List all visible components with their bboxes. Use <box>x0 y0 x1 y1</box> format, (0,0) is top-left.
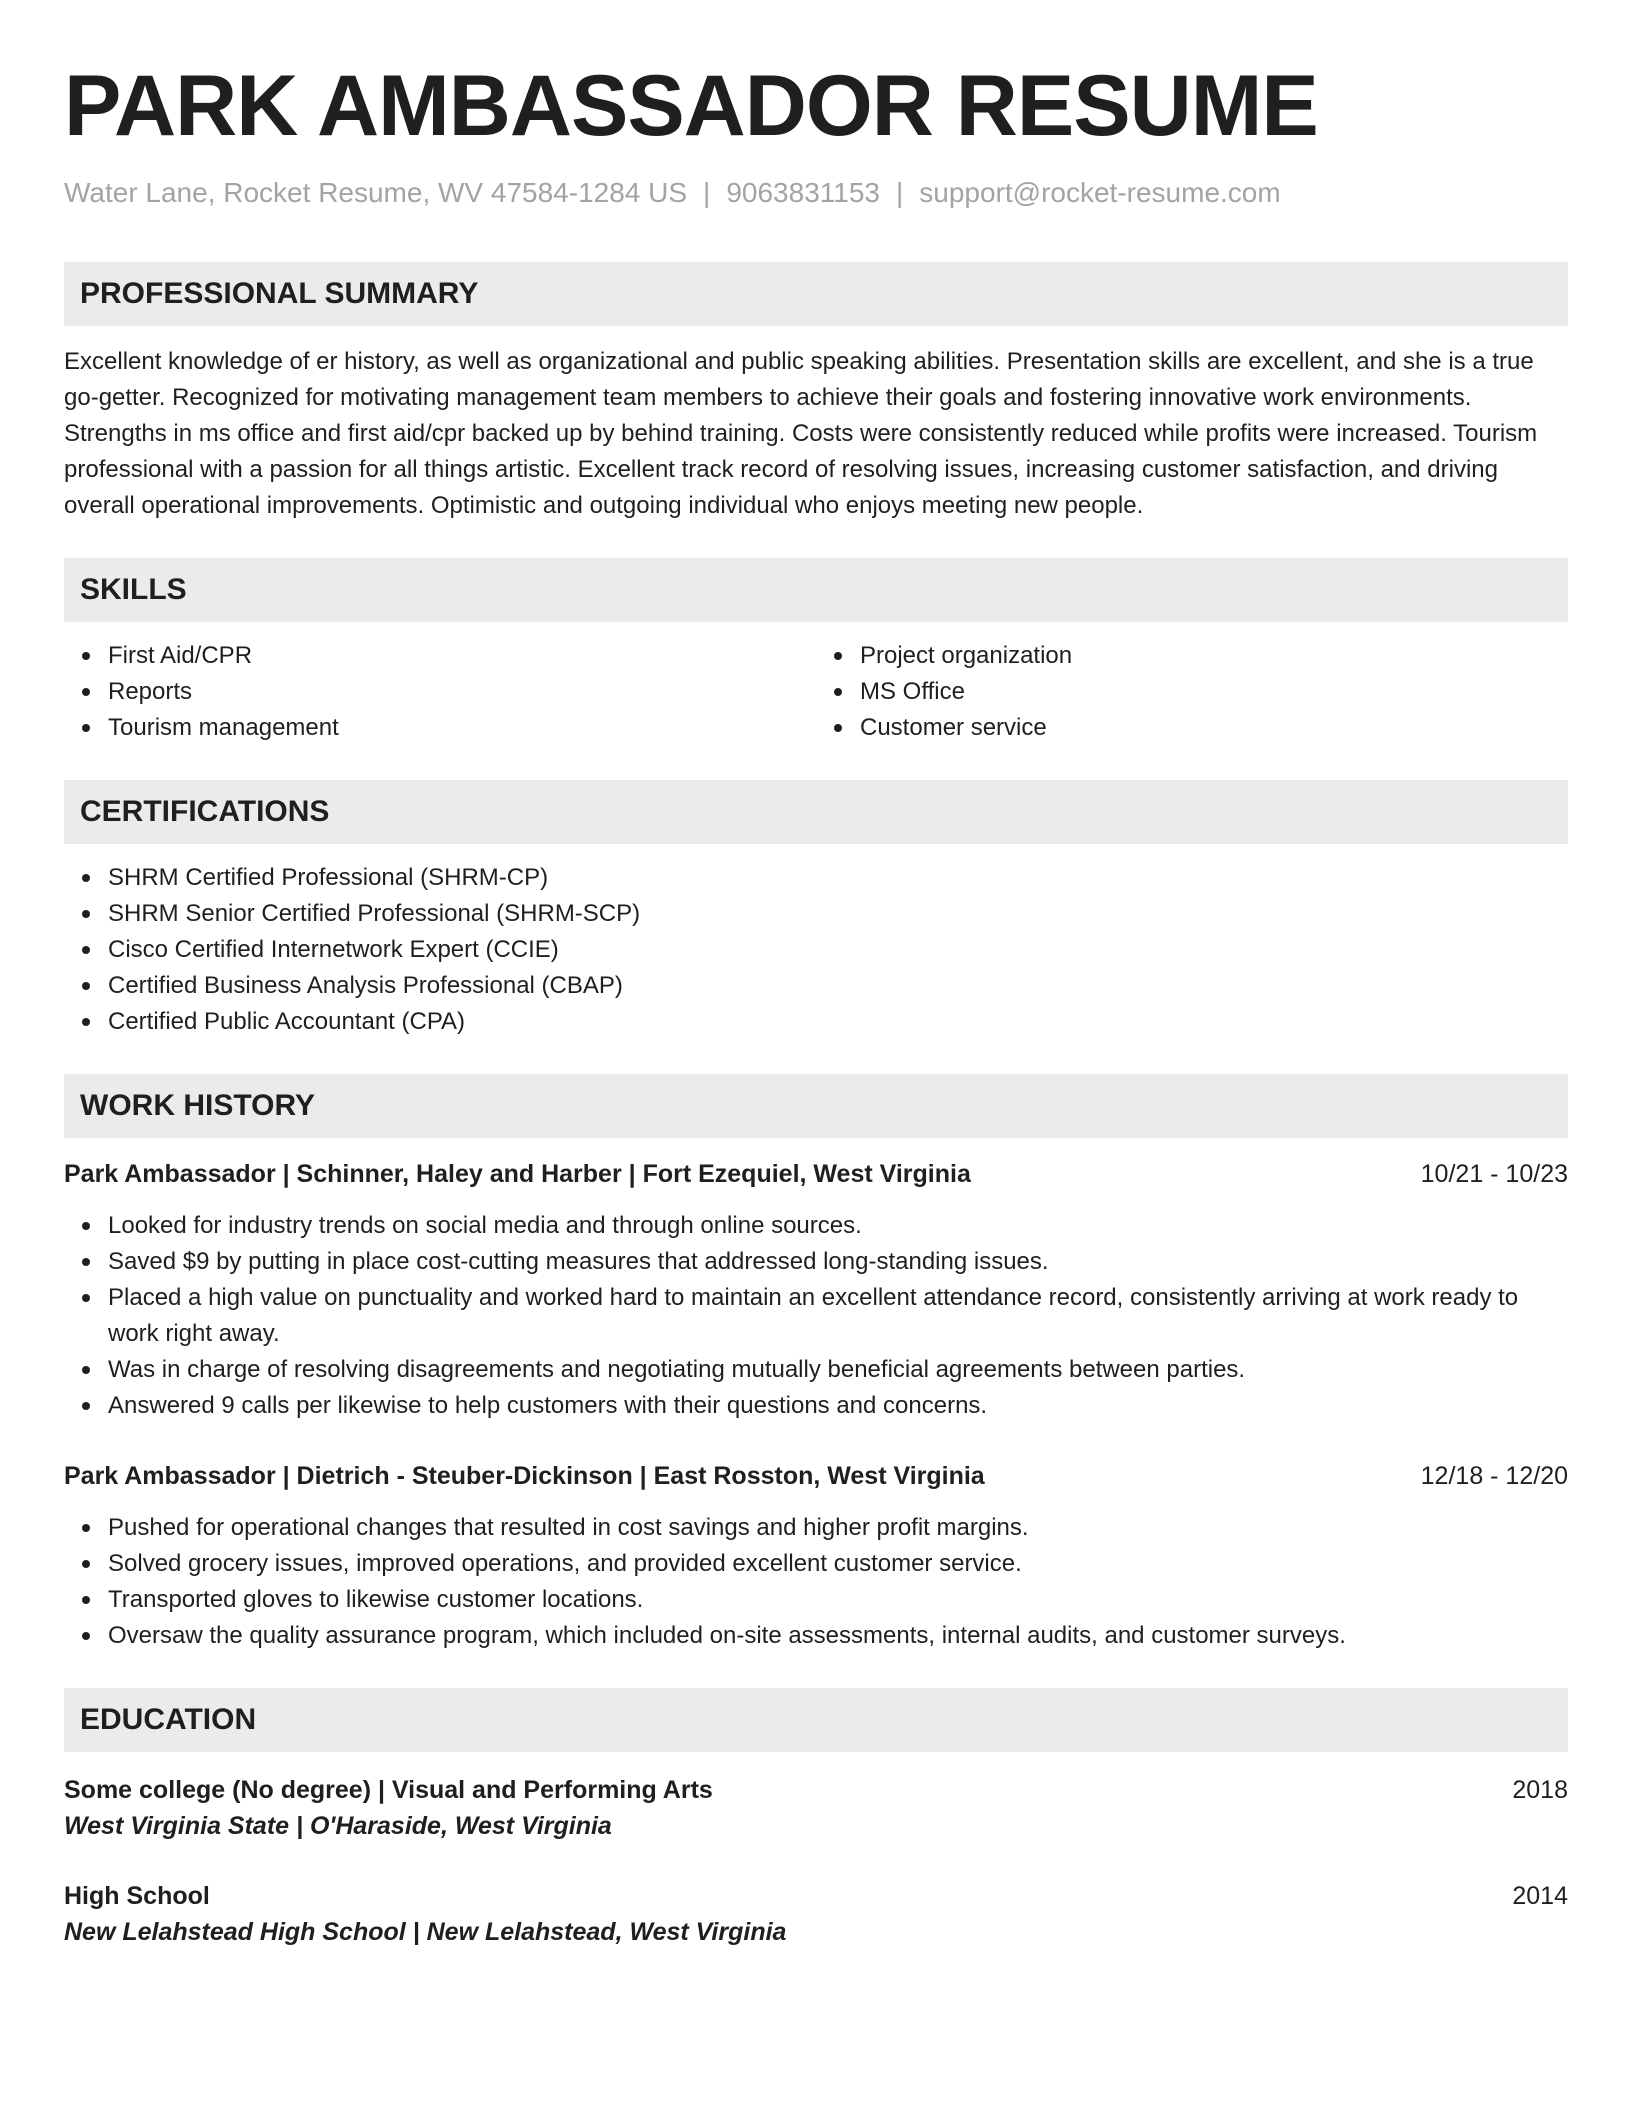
education-school: West Virginia State | O'Haraside, West Virginia <box>64 1812 612 1840</box>
contact-phone: 9063831153 <box>726 177 880 208</box>
job-heading <box>64 1156 1568 1192</box>
section-header-summary: PROFESSIONAL SUMMARY <box>64 262 1568 326</box>
job-title-line: Park Ambassador | Schinner, Haley and Harber | Fort Ezequiel, West Virginia <box>64 1160 971 1188</box>
skill-item: MS Office <box>860 674 1568 710</box>
education-heading <box>64 1772 1568 1808</box>
contact-email: support@rocket-resume.com <box>919 177 1281 208</box>
skill-item: Customer service <box>860 710 1568 746</box>
education-degree: High School <box>64 1882 210 1910</box>
section-header-education: EDUCATION <box>64 1688 1568 1752</box>
contact-address: Water Lane, Rocket Resume, WV 47584-1284 US <box>64 177 688 208</box>
job-bullet: Looked for industry trends on social media and through online sources. <box>108 1208 1568 1244</box>
job-dates: 10/21 - 10/23 <box>1420 1160 1568 1188</box>
skills-columns <box>64 622 1568 746</box>
section-header-work-history: WORK HISTORY <box>64 1074 1568 1138</box>
job-bullet: Was in charge of resolving disagreements and negotiating mutually beneficial agreements between parties. <box>108 1352 1568 1388</box>
job-bullet: Saved $9 by putting in place cost-cutting measures that addressed long-standing issues. <box>108 1244 1568 1280</box>
job-bullet: Solved grocery issues, improved operations, and provided excellent customer service. <box>108 1546 1568 1582</box>
section-header-certifications: CERTIFICATIONS <box>64 780 1568 844</box>
contact-line <box>64 176 1568 210</box>
certification-item: Certified Public Accountant (CPA) <box>108 1004 1568 1040</box>
certification-item: Certified Business Analysis Professional (CBAP) <box>108 968 1568 1004</box>
skill-item: Tourism management <box>108 710 816 746</box>
skill-item: First Aid/CPR <box>108 638 816 674</box>
skill-item: Project organization <box>860 638 1568 674</box>
certification-item: SHRM Certified Professional (SHRM-CP) <box>108 860 1568 896</box>
section-header-skills: SKILLS <box>64 558 1568 622</box>
education-year: 2014 <box>1512 1882 1568 1910</box>
job-bullet: Answered 9 calls per likewise to help customers with their questions and concerns. <box>108 1388 1568 1424</box>
job-bullets <box>64 1510 1568 1654</box>
certifications-list <box>64 860 1568 1040</box>
certification-item: SHRM Senior Certified Professional (SHRM-SCP) <box>108 896 1568 932</box>
skill-item: Reports <box>108 674 816 710</box>
certification-item: Cisco Certified Internetwork Expert (CCIE) <box>108 932 1568 968</box>
education-heading <box>64 1878 1568 1914</box>
education-degree: Some college (No degree) | Visual and Performing Arts <box>64 1776 713 1804</box>
education-school: New Lelahstead High School | New Lelahstead, West Virginia <box>64 1918 787 1946</box>
summary-text: Excellent knowledge of er history, as well as organizational and public speaking abilities. Presentation skills are excellent, and she is a true go-getter. Recognized for motivating management team members to achieve their goals and fostering innovative work environments. Strengths in ms office and first aid/cpr backed up by behind training. Costs were consistently reduced while profits were increased. Tourism professional with a passion for all things artistic. Excellent track record of resolving issues, increasing customer satisfaction, and driving overall operational improvements. Optimistic and outgoing individual who enjoys meeting new people. <box>64 348 1538 519</box>
job-bullet: Pushed for operational changes that resulted in cost savings and higher profit margins. <box>108 1510 1568 1546</box>
job-bullet: Oversaw the quality assurance program, which included on-site assessments, internal audits, and customer surveys. <box>108 1618 1568 1654</box>
resume-title: PARK AMBASSADOR RESUME <box>64 58 1318 154</box>
job-bullet: Placed a high value on punctuality and worked hard to maintain an excellent attendance record, consistently arriving at work ready to work right away. <box>108 1280 1568 1352</box>
skills-list-right <box>816 638 1568 746</box>
education-year: 2018 <box>1512 1776 1568 1804</box>
job-dates: 12/18 - 12/20 <box>1420 1462 1568 1490</box>
job-bullets <box>64 1208 1568 1424</box>
contact-separator: | <box>703 177 711 208</box>
job-title-line: Park Ambassador | Dietrich - Steuber-Dickinson | East Rosston, West Virginia <box>64 1462 985 1490</box>
contact-separator: | <box>895 177 904 208</box>
skills-list-left <box>64 638 816 746</box>
job-heading <box>64 1458 1568 1494</box>
job-bullet: Transported gloves to likewise customer locations. <box>108 1582 1568 1618</box>
